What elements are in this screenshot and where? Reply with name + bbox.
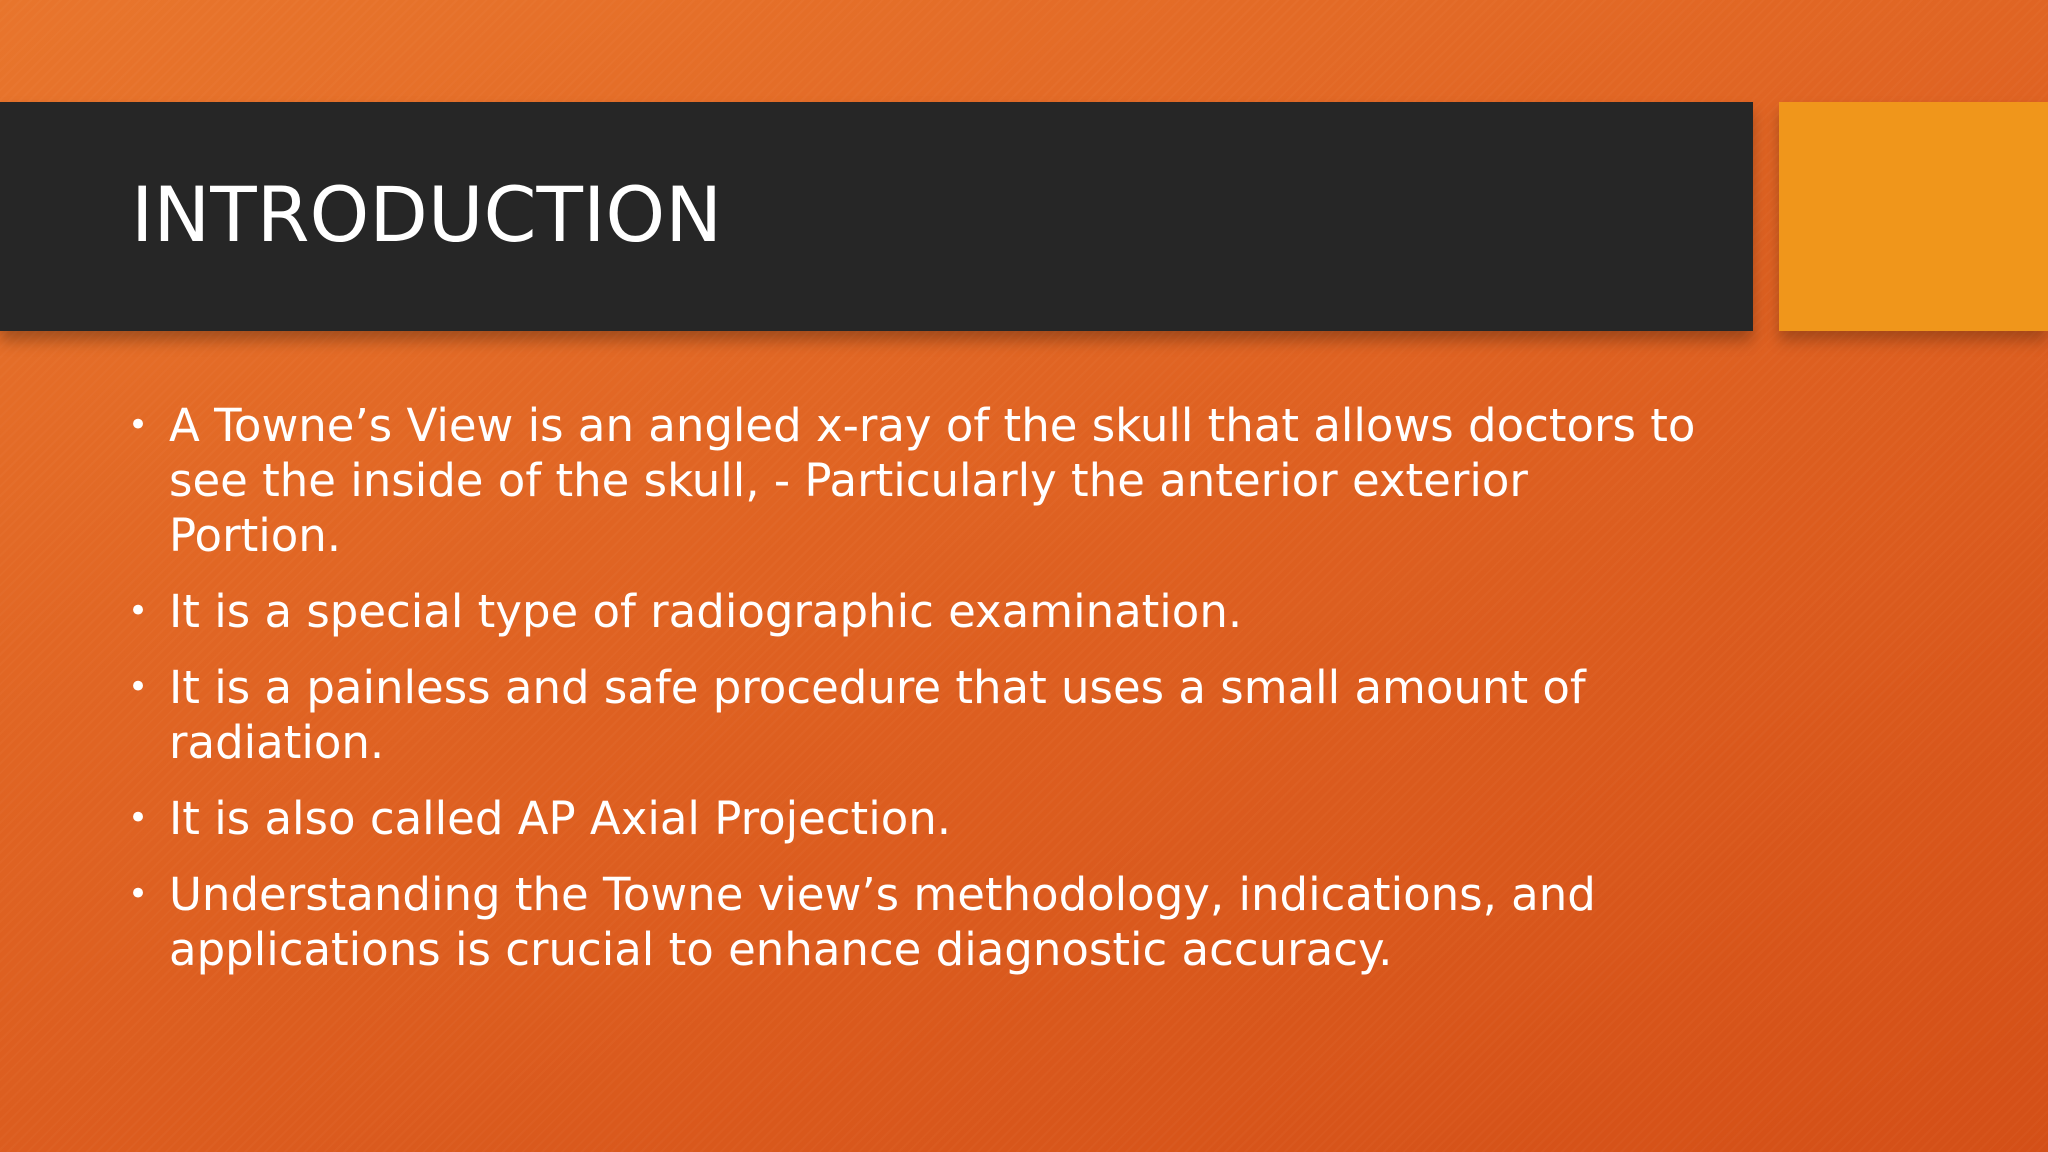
bullet-item: [128, 791, 1708, 846]
bullet-icon: •: [128, 405, 149, 445]
bullet-text: A Towne’s View is an angled x-ray of the skull that allows doctors to see the inside of the skull, - Particularly the anterior exterior Portion.: [169, 399, 1696, 562]
bullet-text: It is also called AP Axial Projection.: [169, 792, 952, 845]
bullet-text: It is a special type of radiographic examination.: [169, 585, 1243, 638]
bullet-item: [128, 867, 1708, 977]
bullet-text: Understanding the Towne view’s methodology, indications, and applications is crucial to enhance diagnostic accuracy.: [169, 868, 1596, 976]
bullet-icon: •: [128, 667, 149, 707]
slide-title: INTRODUCTION: [131, 170, 723, 259]
bullet-item: [128, 660, 1708, 770]
bullet-item: [128, 398, 1708, 563]
bullet-text: It is a painless and safe procedure that uses a small amount of radiation.: [169, 661, 1586, 769]
bullet-icon: •: [128, 798, 149, 838]
bullet-icon: •: [128, 591, 149, 631]
bullet-icon: •: [128, 874, 149, 914]
accent-box: [1779, 102, 2048, 331]
bullet-item: [128, 584, 1708, 639]
bullet-list: [128, 398, 1708, 998]
